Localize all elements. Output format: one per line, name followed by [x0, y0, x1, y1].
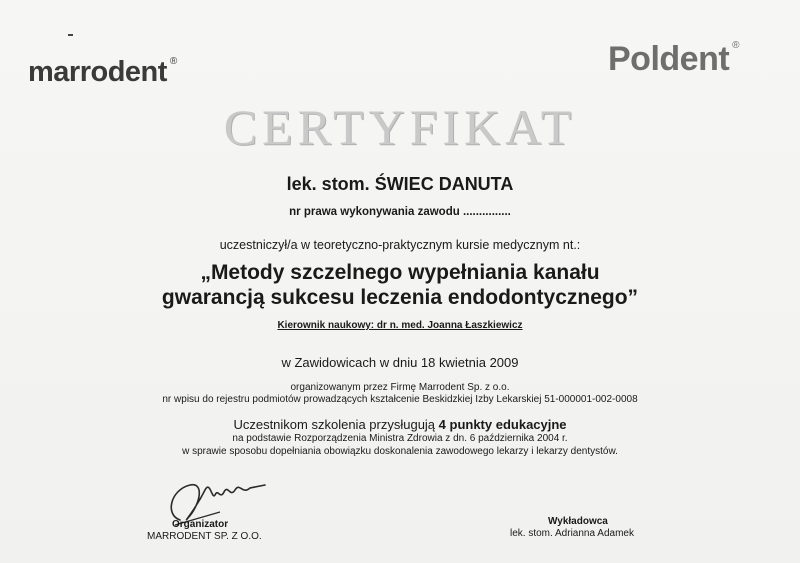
registry-number: nr wpisu do rejestru podmiotów prowadzących kształcenie Beskidzkiej Izby Lekarskiej 51-000001-002-0008 [162, 394, 638, 405]
points-value: 4 punkty edukacyjne [438, 417, 567, 432]
poldent-reg-mark: ® [732, 40, 740, 51]
poldent-logo [608, 40, 739, 79]
obligation-text: w sprawie sposobu dopełniania obowiązku doskonalenia zawodowego lekarzy i lekarzy dentystów. [182, 446, 618, 457]
points-prefix: Uczestnikom szkolenia przysługują [233, 417, 439, 432]
scan-mark [68, 34, 73, 36]
lecturer-name: lek. stom. Adrianna Adamek [510, 528, 634, 539]
marrodent-logo [28, 56, 177, 89]
certificate-title: CERTYFIKAT [223, 99, 577, 155]
course-title-line-1: „Metody szczelnego wypełniania kanału [200, 261, 600, 284]
poldent-logo-text: Poldent [608, 40, 730, 78]
course-title [0, 260, 800, 310]
regulation-basis: na podstawie Rozporządzenia Ministra Zdrowia z dn. 6 października 2004 r. [232, 433, 568, 444]
course-title-line-2: gwarancją sukcesu leczenia endodontycznego” [161, 286, 639, 309]
marrodent-logo-text: marrodent [28, 56, 167, 88]
organizer-name: MARRODENT SP. Z O.O. [147, 531, 262, 542]
place-and-date: w Zawidowicach w dniu 18 kwietnia 2009 [281, 355, 519, 370]
education-points [0, 417, 800, 432]
organizer-statement: organizowanym przez Firmę Marrodent Sp. z o.o. [290, 382, 510, 393]
marrodent-reg-mark: ® [169, 56, 177, 67]
recipient-name: lek. stom. ŚWIEC DANUTA [286, 174, 514, 194]
lecturer-label: Wykładowca [548, 516, 608, 527]
license-number-line: nr prawa wykonywania zawodu ............... [289, 206, 511, 218]
attendance-statement: uczestniczył/a w teoretyczno-praktycznym kursie medycznym nt.: [219, 238, 581, 252]
organizer-label: Organizator [172, 519, 229, 530]
scientific-director: Kierownik naukowy: dr n. med. Joanna Łaszkiewicz [277, 320, 523, 331]
